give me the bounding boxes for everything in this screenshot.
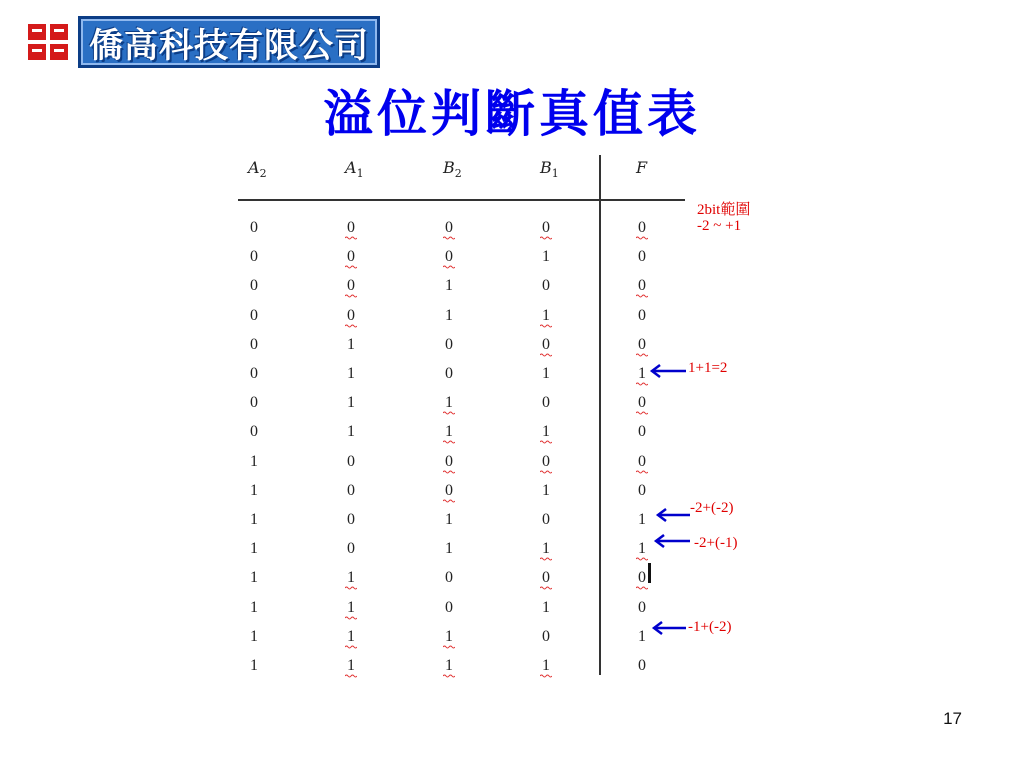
table-cell: 0 xyxy=(542,277,550,295)
table-cell: 1 xyxy=(250,569,258,587)
spellcheck-underline xyxy=(443,440,455,444)
spellcheck-underline xyxy=(443,265,455,269)
table-cell: 0 xyxy=(638,248,646,266)
spellcheck-underline xyxy=(345,645,357,649)
table-cell: 0 xyxy=(347,248,355,266)
column-divider xyxy=(599,155,601,675)
table-cell: 0 xyxy=(542,394,550,412)
spellcheck-underline xyxy=(443,674,455,678)
arrow-left-icon xyxy=(652,532,692,550)
table-cell: 0 xyxy=(542,511,550,528)
table-cell: 1 xyxy=(250,627,258,645)
note-row15: -1+(-2) xyxy=(688,619,732,635)
header-divider xyxy=(238,199,685,201)
note-row11: -2+(-2) xyxy=(690,500,734,516)
table-cell: 0 xyxy=(347,219,355,236)
spellcheck-underline xyxy=(345,616,357,620)
table-cell: 0 xyxy=(250,394,258,412)
table-cell: 0 xyxy=(445,365,453,382)
table-cell: 1 xyxy=(250,657,258,674)
table-cell: 0 xyxy=(347,452,355,470)
text-cursor xyxy=(648,563,651,583)
table-cell: 1 xyxy=(542,306,550,324)
table-cell: 0 xyxy=(347,481,355,499)
table-cell: 0 xyxy=(638,481,646,499)
column-header: F xyxy=(636,158,648,177)
table-cell: 0 xyxy=(445,569,453,587)
spellcheck-underline xyxy=(443,470,455,474)
spellcheck-underline xyxy=(540,353,552,357)
table-cell: 0 xyxy=(250,365,258,382)
table-cell: 0 xyxy=(638,277,646,295)
spellcheck-underline xyxy=(636,236,648,240)
range-note-line2: -2 ~ +1 xyxy=(697,218,742,234)
table-cell: 0 xyxy=(250,306,258,324)
table-cell: 0 xyxy=(638,394,646,412)
spellcheck-underline xyxy=(540,324,552,328)
table-cell: 0 xyxy=(347,306,355,324)
table-cell: 1 xyxy=(347,365,355,382)
spellcheck-underline xyxy=(345,674,357,678)
table-cell: 1 xyxy=(638,511,646,528)
table-cell: 0 xyxy=(638,569,646,587)
column-header: $B_2$ xyxy=(443,158,462,181)
table-cell: 1 xyxy=(445,540,453,558)
spellcheck-underline xyxy=(345,586,357,590)
spellcheck-underline xyxy=(636,382,648,386)
note-row6: 1+1=2 xyxy=(688,360,728,376)
spellcheck-underline xyxy=(636,470,648,474)
table-cell: 0 xyxy=(445,598,453,616)
spellcheck-underline xyxy=(443,645,455,649)
column-header: $B_1$ xyxy=(540,158,559,181)
arrow-left-icon xyxy=(648,362,688,380)
table-cell: 1 xyxy=(250,598,258,616)
table-cell: 0 xyxy=(250,248,258,266)
table-cell: 0 xyxy=(638,306,646,324)
table-cell: 1 xyxy=(638,540,646,558)
table-cell: 1 xyxy=(347,423,355,441)
table-cell: 0 xyxy=(542,335,550,353)
table-cell: 1 xyxy=(347,657,355,674)
table-cell: 1 xyxy=(250,452,258,470)
table-cell: 1 xyxy=(347,598,355,616)
table-cell: 0 xyxy=(347,511,355,528)
table-cell: 1 xyxy=(445,657,453,674)
spellcheck-underline xyxy=(636,411,648,415)
table-cell: 0 xyxy=(638,423,646,441)
spellcheck-underline xyxy=(443,411,455,415)
table-cell: 0 xyxy=(445,219,453,236)
arrow-left-icon xyxy=(650,619,688,637)
table-cell: 1 xyxy=(542,598,550,616)
table-cell: 0 xyxy=(250,423,258,441)
spellcheck-underline xyxy=(540,674,552,678)
table-cell: 0 xyxy=(445,452,453,470)
spellcheck-underline xyxy=(540,440,552,444)
spellcheck-underline xyxy=(540,586,552,590)
table-cell: 1 xyxy=(445,306,453,324)
spellcheck-underline xyxy=(345,236,357,240)
table-cell: 0 xyxy=(542,219,550,236)
spellcheck-underline xyxy=(636,586,648,590)
table-cell: 0 xyxy=(250,335,258,353)
table-cell: 1 xyxy=(542,481,550,499)
company-name: 僑高科技有限公司 xyxy=(89,25,369,66)
table-cell: 0 xyxy=(250,277,258,295)
table-cell: 0 xyxy=(638,335,646,353)
table-cell: 0 xyxy=(445,335,453,353)
table-cell: 1 xyxy=(542,248,550,266)
table-cell: 0 xyxy=(638,452,646,470)
table-cell: 1 xyxy=(445,394,453,412)
table-cell: 1 xyxy=(445,423,453,441)
table-cell: 0 xyxy=(542,627,550,645)
spellcheck-underline xyxy=(540,236,552,240)
spellcheck-underline xyxy=(345,324,357,328)
spellcheck-underline xyxy=(636,294,648,298)
range-note-line1: 2bit範圍 xyxy=(697,202,751,218)
table-cell: 1 xyxy=(347,394,355,412)
table-cell: 0 xyxy=(638,657,646,674)
table-cell: 1 xyxy=(445,627,453,645)
spellcheck-underline xyxy=(345,265,357,269)
table-cell: 0 xyxy=(542,452,550,470)
table-cell: 1 xyxy=(250,481,258,499)
spellcheck-underline xyxy=(345,294,357,298)
table-cell: 1 xyxy=(445,277,453,295)
spellcheck-underline xyxy=(443,499,455,503)
spellcheck-underline xyxy=(540,470,552,474)
note-row12: -2+(-1) xyxy=(694,535,738,551)
column-header: $A_2$ xyxy=(248,158,267,181)
table-cell: 1 xyxy=(347,569,355,587)
table-cell: 1 xyxy=(445,511,453,528)
column-header: $A_1$ xyxy=(345,158,364,181)
table-cell: 0 xyxy=(250,219,258,236)
table-cell: 0 xyxy=(445,481,453,499)
table-cell: 0 xyxy=(638,219,646,236)
table-cell: 1 xyxy=(638,365,646,382)
spellcheck-underline xyxy=(636,557,648,561)
table-cell: 1 xyxy=(347,627,355,645)
table-cell: 0 xyxy=(347,540,355,558)
table-cell: 1 xyxy=(542,657,550,674)
table-cell: 0 xyxy=(638,598,646,616)
spellcheck-underline xyxy=(443,236,455,240)
table-cell: 1 xyxy=(638,627,646,645)
table-cell: 1 xyxy=(250,511,258,528)
arrow-left-icon xyxy=(654,506,692,524)
table-cell: 0 xyxy=(445,248,453,266)
spellcheck-underline xyxy=(636,353,648,357)
spellcheck-underline xyxy=(540,557,552,561)
table-cell: 1 xyxy=(542,365,550,382)
table-cell: 0 xyxy=(542,569,550,587)
table-cell: 1 xyxy=(250,540,258,558)
table-cell: 1 xyxy=(347,335,355,353)
page-title: 溢位判斷真值表 xyxy=(323,84,701,143)
table-cell: 1 xyxy=(542,540,550,558)
page-number: 17 xyxy=(943,709,962,728)
table-cell: 1 xyxy=(542,423,550,441)
table-cell: 0 xyxy=(347,277,355,295)
